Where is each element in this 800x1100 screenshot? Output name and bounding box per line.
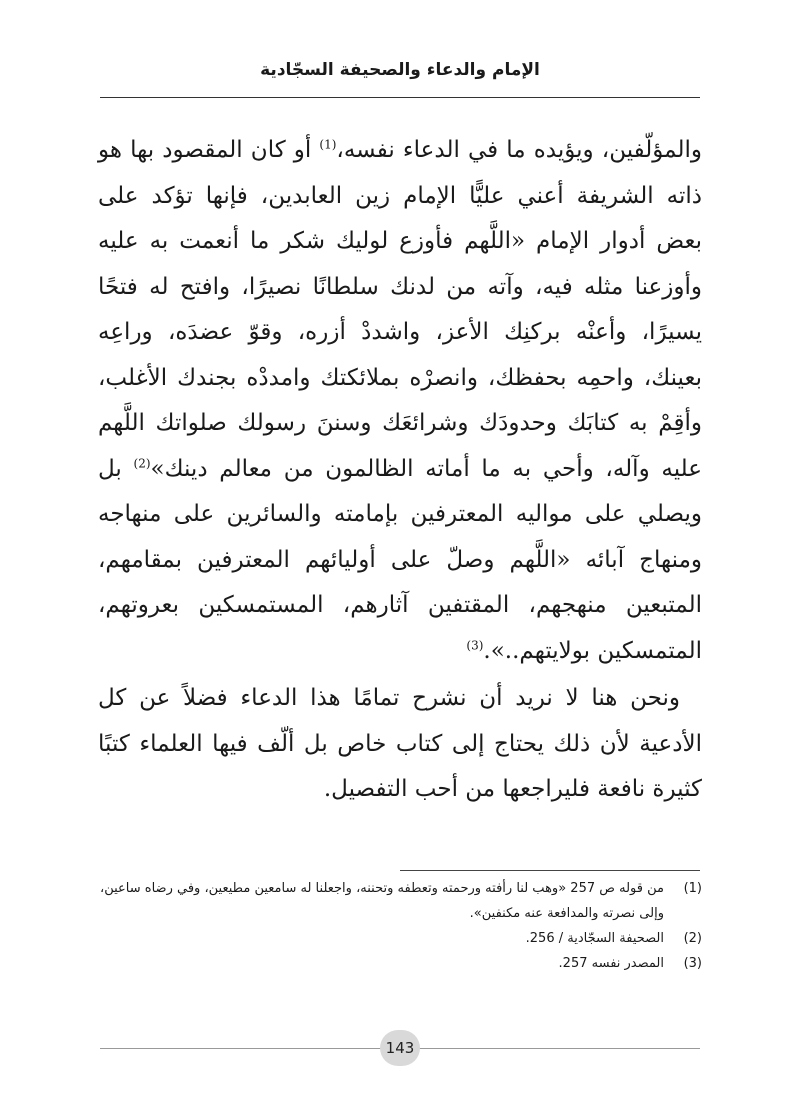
paragraph-1 (98, 128, 702, 674)
footnote-number: (3) (683, 956, 702, 971)
paragraph-1-part-c: بل ويصلي على مواليه المعترفين بإمامته والسائرين على منهاجه ومنهاج آبائه «اللَّهم وصلّ على أوليائهم المعترفين بمقامهم، المتبعين منهجهم، المقتفين آثارهم، المستمسكين بعروتهم، المتمسكين بولايتهم..». (98, 455, 702, 664)
page-header-title: الإمام والدعاء والصحيفة السجّادية (260, 60, 540, 80)
paragraph-2: ونحن هنا لا نريد أن نشرح تمامًا هذا الدعاء فضلاً عن كل الأدعية لأن ذلك يحتاج إلى كتاب خاص بل ألّف فيها العلماء كتبًا كثيرة نافعة فليراجعها من أحب التفصيل. (98, 685, 702, 802)
footnote-number: (2) (683, 931, 702, 946)
footnote-text: الصحيفة السجّادية / 256. (525, 931, 664, 946)
footnote-item (100, 951, 702, 976)
footnote-divider (400, 870, 700, 871)
footnote-text: من قوله ص 257 «وهب لنا رأفته ورحمته وتعطفه وتحننه، واجعلنا له سامعين مطيعين، وفي رضاه ساعين، وإلى نصرته والمدافعة عنه مكنفين». (100, 881, 664, 921)
footnote-ref-1[interactable]: (1) (319, 137, 337, 152)
main-text (98, 128, 702, 813)
footnote-ref-3[interactable]: (3) (466, 637, 484, 652)
paragraph-1-part-b: أو كان المقصود بها هو ذاته الشريفة أعني عليًّا الإمام زين العابدين، فإنها تؤكد على بعض أدوار الإمام «اللَّهم فأوزع لوليك شكر ما أنعمت به عليه وأوزعنا مثله فيه، وآته من لدنك سلطانًا نصيرًا، وافتح له فتحًا يسيرًا، وأعنْه بركنِك الأعز، واشددْ أزره، وقوّ عضدَه، وراعِه بعينك، واحمِه بحفظك، وانصرْه بملائكتك وامددْه بجندك الأغلب، وأقِمْ به كتابَك وحدودَك وشرائعَك وسننَ رسولك صلواتك اللَّهم عليه وآله، وأحي به ما أماته الظالمون من معالم دينك» (98, 137, 702, 482)
page-number-badge: 143 (380, 1030, 420, 1066)
page-footer (100, 1030, 700, 1066)
footnotes (100, 876, 702, 976)
paragraph-1-part-a: والمؤلّفين، ويؤيده ما في الدعاء نفسه، (336, 137, 702, 163)
footnote-ref-2[interactable]: (2) (133, 455, 151, 470)
header-divider (100, 97, 700, 98)
footnote-text: المصدر نفسه 257. (558, 956, 664, 971)
footnote-item (100, 876, 702, 926)
footnote-number: (1) (683, 881, 702, 896)
footnote-item (100, 926, 702, 951)
